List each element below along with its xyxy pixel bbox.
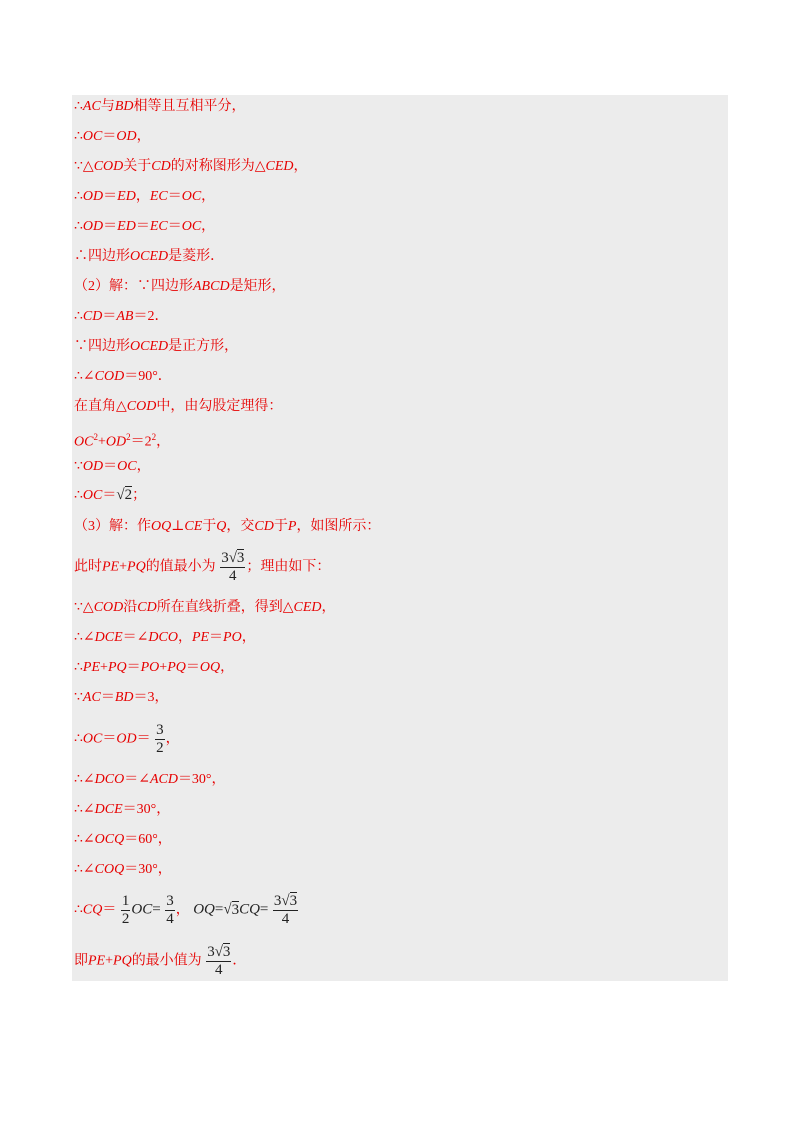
solution-line-6: ∴四边形OCED是菱形．	[74, 249, 225, 264]
solution-line-19: ∴PE+PQ＝PO+PQ＝OQ，	[74, 660, 235, 675]
solution-line-21: ∴OC＝OD＝ $\frac{3}{2}$ ，	[74, 722, 180, 756]
solution-line-16: 此时PE+PQ的值最小为 $\frac{3√3}{4}$ ；理由如下：	[74, 550, 331, 584]
solution-line-22: ∴∠DCO＝∠ACD＝30°，	[74, 772, 226, 787]
solution-line-20: ∵AC＝BD＝3，	[74, 690, 169, 705]
solution-line-14: ∴OC＝√2；	[74, 487, 147, 503]
fraction-3-over-2: $\frac{3}{2}$	[156, 722, 164, 756]
sqrt-2: √2	[116, 487, 133, 503]
solution-line-18: ∴∠DCE＝∠DCO，PE＝PO，	[74, 630, 256, 645]
solution-line-24: ∴∠OCQ＝60°，	[74, 832, 172, 847]
solution-line-9: ∵四边形OCED是正方形，	[74, 339, 239, 354]
solution-line-23: ∴∠DCE＝30°，	[74, 802, 171, 817]
solution-line-3: ∵△COD关于CD的对称图形为△CED，	[74, 159, 308, 174]
fraction-1-over-2: $\frac{1}{2}$	[121, 893, 130, 927]
solution-line-25: ∴∠COQ＝30°，	[74, 862, 172, 877]
solution-line-7: （2）解：∵四边形ABCD是矩形，	[74, 279, 286, 294]
solution-line-5: ∴OD＝ED＝EC＝OC，	[74, 219, 216, 234]
solution-line-13: ∵OD＝OC，	[74, 459, 151, 474]
solution-line-12: $OC^2+OD^2=2^2$，	[74, 432, 171, 450]
solution-line-17: ∵△COD沿CD所在直线折叠，得到△CED，	[74, 600, 336, 615]
fraction-3sqrt3-over-4: $\frac{3√3}{4}$	[221, 550, 245, 584]
solution-line-11: 在直角△COD中，由勾股定理得：	[74, 399, 283, 414]
solution-line-15: （3）解：作OQ⊥CE于Q，交CD于P，如图所示：	[74, 519, 381, 534]
fraction-3-over-4: $\frac{3}{4}$	[166, 893, 174, 927]
solution-line-27: 即PE+PQ的最小值为 $\frac{3√3}{4}$ ．	[74, 944, 247, 978]
solution-line-8: ∴CD＝AB＝2．	[74, 309, 169, 324]
solution-line-10: ∴∠COD＝90°．	[74, 369, 172, 384]
solution-line-4: ∴OD＝ED，EC＝OC，	[74, 189, 216, 204]
fraction-3sqrt3-over-4-b: $\frac{3√3}{4}$	[273, 893, 298, 927]
solution-line-26: ∴CQ＝ $\frac{1}{2}$ OC= $\frac{3}{4}$ ， OQ=√3CQ= $\frac{3√3}{4}$	[74, 893, 298, 927]
solution-line-2: ∴OC＝OD，	[74, 129, 151, 144]
solution-line-1: ∴AC与BD相等且互相平分，	[74, 99, 246, 114]
fraction-3sqrt3-over-4-c: $\frac{3√3}{4}$	[207, 944, 231, 978]
